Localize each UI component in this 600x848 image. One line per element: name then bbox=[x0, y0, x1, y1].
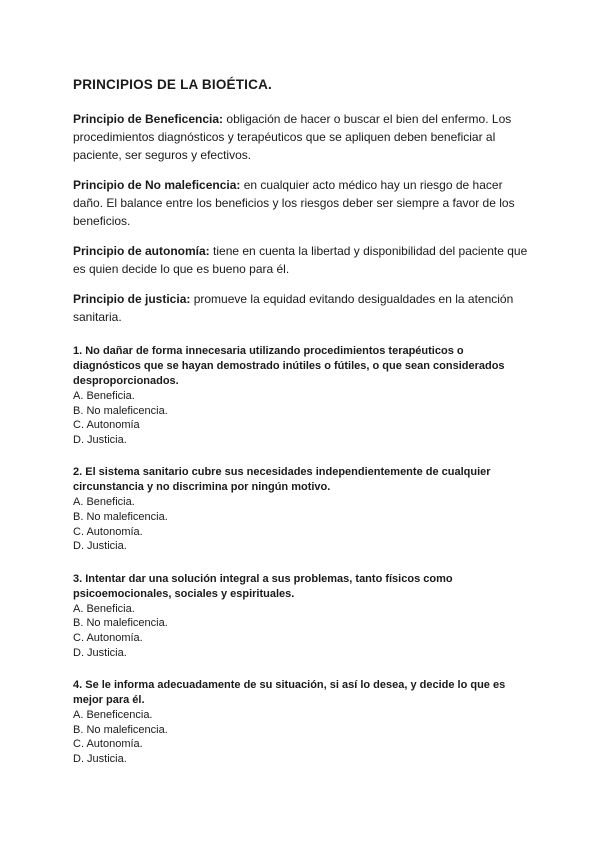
principle-term: Principio de autonomía: bbox=[73, 244, 210, 258]
question-2 bbox=[73, 465, 533, 553]
answer-option-c: C. Autonomía bbox=[73, 419, 140, 432]
principle-beneficencia bbox=[73, 110, 533, 164]
question-text: 1. No dañar de forma innecesaria utilizando procedimientos terapéuticos o diagnósticos que se hayan demostrado inútiles o fútiles, o que sean considerados desproporcionados. bbox=[73, 345, 505, 387]
answer-option-b: B. No maleficencia. bbox=[73, 617, 168, 630]
question-4 bbox=[73, 678, 533, 766]
principle-text: en cualquier acto médico hay un riesgo de hacer daño. El balance entre los beneficios y los riesgos deber ser siempre a favor de los beneficios. bbox=[73, 178, 515, 228]
question-text: 4. Se le informa adecuadamente de su situación, si así lo desea, y decide lo que es mejor para él. bbox=[73, 679, 506, 707]
answer-option-d: D. Justicia. bbox=[73, 433, 127, 446]
principle-autonomia bbox=[73, 242, 533, 278]
answer-option-b: B. No maleficencia. bbox=[73, 404, 168, 417]
answer-option-a: A. Beneficia. bbox=[73, 390, 135, 402]
question-3 bbox=[73, 572, 533, 660]
question-text: 3. Intentar dar una solución integral a sus problemas, tanto físicos como psicoemocionales, sociales y espirituales. bbox=[73, 572, 453, 600]
document-content bbox=[73, 77, 533, 767]
principle-term: Principio de No maleficencia: bbox=[73, 178, 241, 192]
principle-text: promueve la equidad evitando desigualdades en la atención sanitaria. bbox=[73, 292, 514, 324]
answer-option-a: A. Beneficia. bbox=[73, 602, 135, 615]
answer-option-d: D. Justicia. bbox=[73, 646, 127, 659]
principle-no-maleficencia bbox=[73, 176, 533, 230]
principle-justicia bbox=[73, 290, 533, 326]
answer-option-a: A. Beneficencia. bbox=[73, 709, 153, 722]
question-text: 2. El sistema sanitario cubre sus necesidades independientemente de cualquier circunstancia y no discrimina por ningún motivo. bbox=[73, 466, 491, 494]
page-title: PRINCIPIOS DE LA BIOÉTICA. bbox=[73, 77, 272, 92]
principle-text: tiene en cuenta la libertad y disponibilidad del paciente que es quien decide lo que es bueno para él. bbox=[73, 244, 528, 276]
principle-text: obligación de hacer o buscar el bien del enfermo. Los procedimientos diagnósticos y terapéuticos que se apliquen deben beneficiar al paciente, ser seguros y efectivos. bbox=[73, 112, 512, 162]
answer-option-a: A. Beneficia. bbox=[73, 496, 135, 509]
answer-option-c: C. Autonomía. bbox=[73, 738, 143, 751]
principle-term: Principio de justicia: bbox=[73, 292, 191, 306]
answer-option-b: B. No maleficencia. bbox=[73, 723, 168, 736]
principle-term: Principio de Beneficencia: bbox=[73, 112, 224, 126]
answer-option-c: C. Autonomía. bbox=[73, 525, 143, 538]
question-1 bbox=[73, 344, 533, 447]
answer-option-b: B. No maleficencia. bbox=[73, 510, 168, 523]
answer-option-d: D. Justicia. bbox=[73, 752, 127, 765]
answer-option-c: C. Autonomía. bbox=[73, 631, 143, 644]
answer-option-d: D. Justicia. bbox=[73, 540, 127, 553]
